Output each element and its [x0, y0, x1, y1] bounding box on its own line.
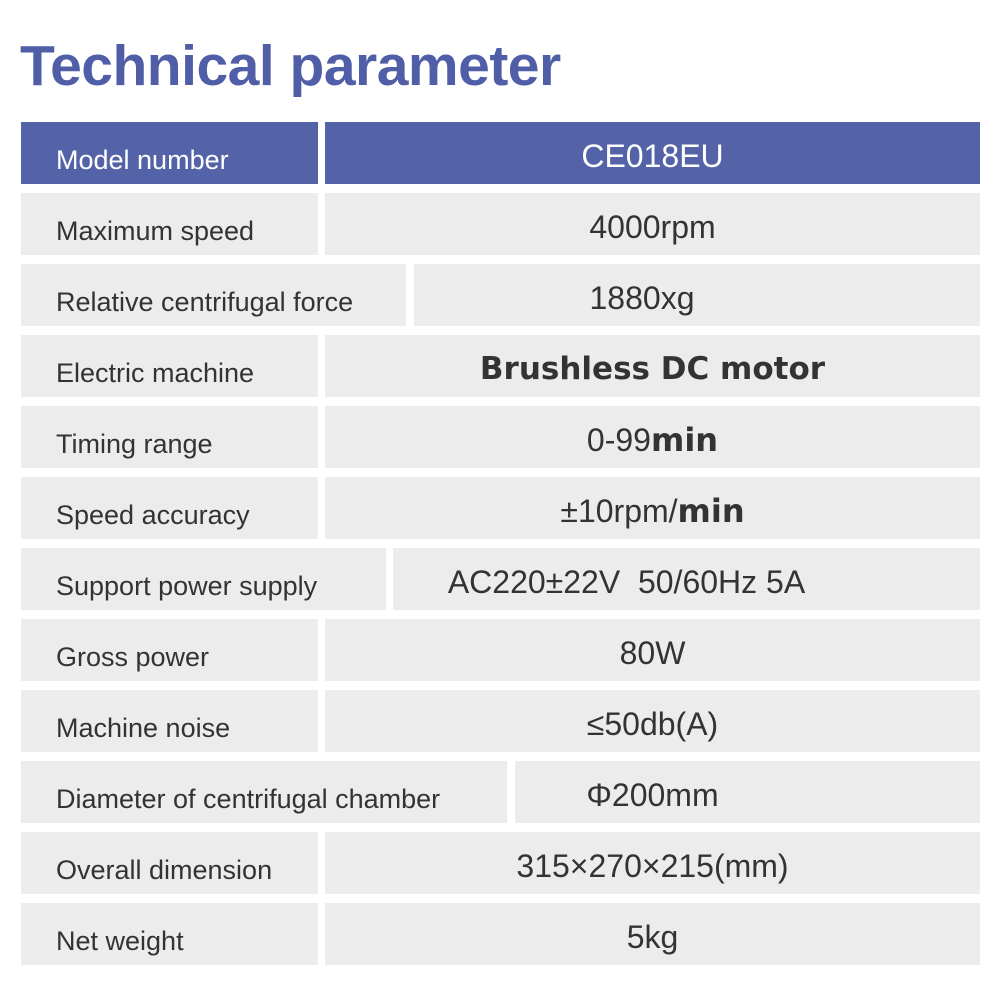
table-row-relative-centrifugal-force	[21, 264, 980, 326]
row-value	[325, 406, 980, 468]
table-row-gross-power	[21, 619, 980, 681]
table-row-maximum-speed	[21, 193, 980, 255]
row-value: 1880xg	[414, 264, 980, 326]
row-label: Diameter of centrifugal chamber	[21, 761, 507, 823]
value-number: 0-99	[586, 421, 651, 458]
table-row-net-weight	[21, 903, 980, 965]
row-label: Gross power	[21, 619, 318, 681]
table-row-support-power-supply	[21, 548, 980, 610]
row-label: Overall dimension	[21, 832, 318, 894]
row-value: ≤50db(A)	[325, 690, 980, 752]
row-value	[325, 477, 980, 539]
row-label: Maximum speed	[21, 193, 318, 255]
table-row-diameter-of-centrifugal-chamber	[21, 761, 980, 823]
table-row-speed-accuracy	[21, 477, 980, 539]
row-label: Net weight	[21, 903, 318, 965]
row-value: Brushless DC motor	[325, 335, 980, 397]
table-row-electric-machine	[21, 335, 980, 397]
row-label: Support power supply	[21, 548, 386, 610]
value-unit: min	[677, 492, 745, 530]
row-label: Model number	[21, 122, 318, 184]
table-row-model-number	[21, 122, 980, 184]
row-value: AC220±22V 50/60Hz 5A	[393, 548, 980, 610]
row-label: Timing range	[21, 406, 318, 468]
row-value: 315×270×215(mm)	[325, 832, 980, 894]
row-label: Speed accuracy	[21, 477, 318, 539]
table-row-overall-dimension	[21, 832, 980, 894]
table-row-machine-noise	[21, 690, 980, 752]
row-value: Φ200mm	[515, 761, 980, 823]
value-unit: min	[650, 421, 719, 459]
row-label: Relative centrifugal force	[21, 264, 406, 326]
page-title: Technical parameter	[20, 34, 561, 98]
value-number: ±10rpm/	[560, 492, 678, 529]
row-value: CE018EU	[325, 122, 980, 184]
row-value: 80W	[325, 619, 980, 681]
row-value: 4000rpm	[325, 193, 980, 255]
row-value: 5kg	[325, 903, 980, 965]
table-row-timing-range	[21, 406, 980, 468]
row-label: Electric machine	[21, 335, 318, 397]
spec-table	[21, 122, 980, 974]
row-label: Machine noise	[21, 690, 318, 752]
